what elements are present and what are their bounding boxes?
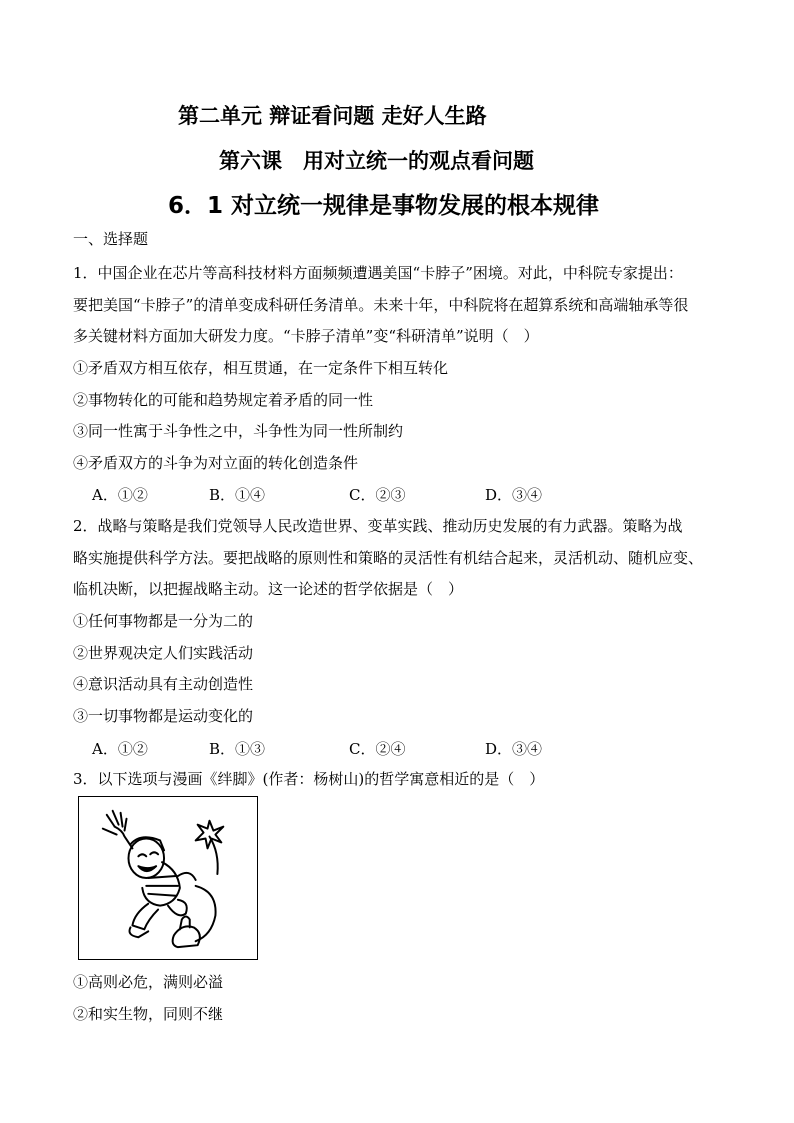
question-2-statement-4: ③一切事物都是运动变化的: [73, 707, 254, 725]
question-2-statement-2: ②世界观决定人们实践活动: [73, 644, 254, 662]
question-2-line-3: 临机决断，以把握战略主动。这一论述的哲学依据是（ ）: [73, 580, 464, 598]
question-1-line-2: 要把美国“卡脖子”的清单变成科研任务清单。未来十年，中科院将在超算系统和高端轴承等很: [73, 296, 689, 314]
question-3-statement-2: ②和实生物，同则不继: [73, 1005, 224, 1023]
section-heading: 一、选择题: [73, 230, 149, 248]
option-a[interactable]: A．①②: [92, 486, 148, 504]
question-1-statement-3: ③同一性寓于斗争性之中，斗争性为同一性所制约: [73, 422, 404, 440]
cartoon-illustration: [79, 797, 257, 959]
option-c[interactable]: C．②③: [349, 486, 406, 504]
question-1-line-1: 1．中国企业在芯片等高科技材料方面频频遭遇美国“卡脖子”困境。对此，中科院专家提出：: [73, 264, 683, 282]
lesson-title: 第六课 用对立统一的观点看问题: [219, 149, 534, 173]
question-2-line-1: 2．战略与策略是我们党领导人民改造世界、变革实践、推动历史发展的有力武器。策略为战: [73, 517, 683, 535]
option-a[interactable]: A．①②: [92, 740, 148, 758]
question-3-statement-1: ①高则必危，满则必溢: [73, 973, 224, 991]
section-title: 6．1 对立统一规律是事物发展的根本规律: [168, 193, 600, 219]
question-1-line-3: 多关键材料方面加大研发力度。“卡脖子清单”变“科研清单”说明（ ）: [73, 327, 539, 345]
question-2-line-2: 略实施提供科学方法。要把战略的原则性和策略的灵活性有机结合起来，灵活机动、随机应变、: [73, 549, 704, 567]
question-2-statement-1: ①任何事物都是一分为二的: [73, 612, 254, 630]
unit-title: 第二单元 辩证看问题 走好人生路: [178, 104, 487, 128]
option-d[interactable]: D．③④: [485, 740, 543, 758]
option-b[interactable]: B．①③: [209, 740, 266, 758]
cartoon-image: [78, 796, 258, 960]
option-b[interactable]: B．①④: [209, 486, 266, 504]
option-d[interactable]: D．③④: [485, 486, 543, 504]
question-2-statement-3: ④意识活动具有主动创造性: [73, 675, 254, 693]
question-1-statement-4: ④矛盾双方的斗争为对立面的转化创造条件: [73, 454, 359, 472]
option-c[interactable]: C．②④: [349, 740, 406, 758]
question-1-statement-1: ①矛盾双方相互依存，相互贯通，在一定条件下相互转化: [73, 359, 449, 377]
question-3-line-1: 3．以下选项与漫画《绊脚》(作者：杨树山)的哲学寓意相近的是（ ）: [73, 770, 545, 788]
question-1-statement-2: ②事物转化的可能和趋势规定着矛盾的同一性: [73, 391, 374, 409]
